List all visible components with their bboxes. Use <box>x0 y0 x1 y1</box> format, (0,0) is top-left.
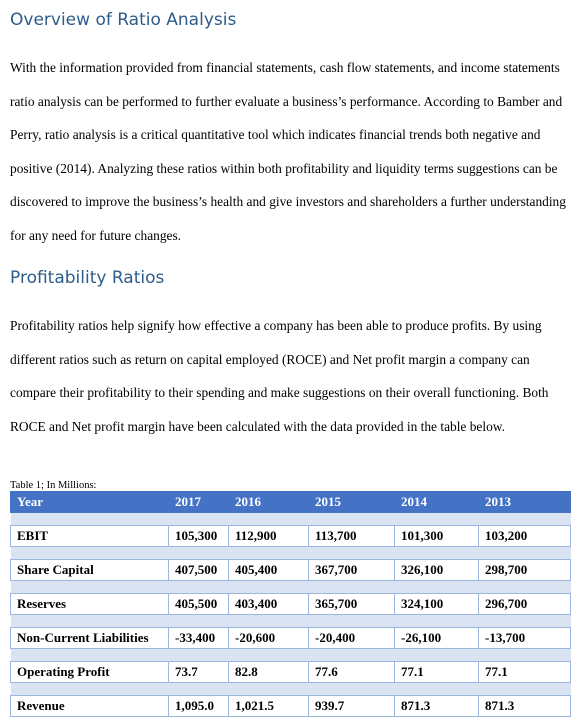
table-cell: 73.7 <box>169 662 229 683</box>
table-cell: 103,200 <box>479 526 571 547</box>
section-heading-profitability: Profitability Ratios <box>10 268 165 288</box>
table-cell: 77.1 <box>395 662 479 683</box>
table-cell: 405,400 <box>229 560 309 581</box>
table-row <box>11 560 571 581</box>
column-header: 2017 <box>169 492 229 513</box>
table-cell: 367,700 <box>309 560 395 581</box>
column-header: Year <box>11 492 169 513</box>
table-cell: 77.1 <box>479 662 571 683</box>
table-cell: 105,300 <box>169 526 229 547</box>
table-cell: 405,500 <box>169 594 229 615</box>
column-header: 2016 <box>229 492 309 513</box>
table-cell: 1,095.0 <box>169 696 229 717</box>
table-cell: -20,400 <box>309 628 395 649</box>
column-header: 2015 <box>309 492 395 513</box>
table-cell: 101,300 <box>395 526 479 547</box>
overview-paragraph: With the information provided from financial statements, cash flow statements, and income statements ratio analysis can be performed to further evaluate a business’s performance. According to Bamber and Perry, ratio analysis is a critical quantitative tool which indicates financial trends both negative and positive (2014). Analyzing these ratios within both profitability and liquidity terms suggestions can be discovered to improve the business’s health and give investors and shareholders a further understanding for any need for future changes. <box>10 60 566 243</box>
table-caption: Table 1; In Millions: <box>10 480 97 491</box>
table-cell: 77.6 <box>309 662 395 683</box>
table-cell: -13,700 <box>479 628 571 649</box>
row-label: Reserves <box>11 594 169 615</box>
row-label: Revenue <box>11 696 169 717</box>
table-cell: 113,700 <box>309 526 395 547</box>
table-row <box>11 662 571 683</box>
section-heading-overview: Overview of Ratio Analysis <box>10 10 237 30</box>
table-cell: 407,500 <box>169 560 229 581</box>
table-row <box>11 628 571 649</box>
table-band <box>11 513 571 526</box>
table-cell: 326,100 <box>395 560 479 581</box>
table-row <box>11 594 571 615</box>
table-row <box>11 696 571 717</box>
table-cell: -20,600 <box>229 628 309 649</box>
table-band <box>11 615 571 628</box>
table-cell: 298,700 <box>479 560 571 581</box>
table-cell: 112,900 <box>229 526 309 547</box>
table-cell: 324,100 <box>395 594 479 615</box>
table-cell: 1,021.5 <box>229 696 309 717</box>
row-label: Operating Profit <box>11 662 169 683</box>
row-label: EBIT <box>11 526 169 547</box>
profitability-paragraph: Profitability ratios help signify how effective a company has been able to produce profits. By using different ratios such as return on capital employed (ROCE) and Net profit margin a company can compare their profitability to their spending and make suggestions on their overall functioning. Both ROCE and Net profit margin have been calculated with the data provided in the table below. <box>10 318 549 434</box>
table-cell: -33,400 <box>169 628 229 649</box>
table-cell: 403,400 <box>229 594 309 615</box>
row-label: Share Capital <box>11 560 169 581</box>
table-cell: 871.3 <box>395 696 479 717</box>
table-cell: 871.3 <box>479 696 571 717</box>
table-cell: -26,100 <box>395 628 479 649</box>
table-cell: 82.8 <box>229 662 309 683</box>
table-cell: 365,700 <box>309 594 395 615</box>
table-band <box>11 649 571 662</box>
table-cell: 939.7 <box>309 696 395 717</box>
column-header: 2013 <box>479 492 571 513</box>
table-header-row <box>11 492 571 513</box>
table-band <box>11 683 571 696</box>
row-label: Non-Current Liabilities <box>11 628 169 649</box>
column-header: 2014 <box>395 492 479 513</box>
table-band <box>11 581 571 594</box>
financial-data-table <box>10 491 571 717</box>
table-row <box>11 526 571 547</box>
table-band <box>11 547 571 560</box>
table-cell: 296,700 <box>479 594 571 615</box>
